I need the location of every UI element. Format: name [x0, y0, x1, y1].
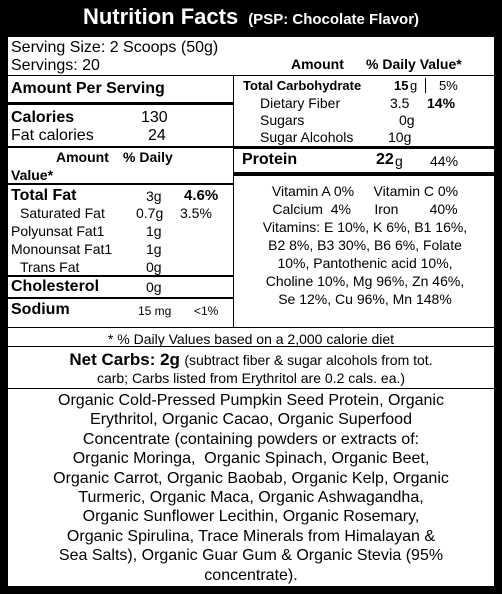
servings-count: Servings: 20 — [11, 57, 100, 74]
fat-calories-label: Fat calories — [11, 127, 94, 144]
vitamin-line: Se 12%, Cu 96%, Mn 148% — [278, 291, 452, 307]
label-title: Nutrition Facts — [82, 4, 239, 29]
saturated-fat-label: Saturated Fat — [20, 205, 105, 221]
daily-col-header: % Daily — [123, 149, 173, 165]
dietary-fiber-dv: 14% — [427, 95, 456, 111]
sugar-alcohols-label: Sugar Alcohols — [260, 129, 354, 145]
net-carbs-line-2: carb; Carbs listed from Erythritol are 0.2 cals. ea.) — [96, 370, 406, 386]
amount-per-serving: Amount Per Serving — [11, 80, 165, 97]
divider — [425, 78, 426, 93]
footnote-box — [7, 327, 495, 347]
ingredients-box — [7, 388, 495, 587]
ingredients-line: Concentrate (containing powders or extracts of: — [82, 430, 420, 448]
divider — [8, 146, 234, 148]
total-fat-dv: 4.6% — [184, 187, 219, 204]
cholesterol-label: Cholesterol — [11, 278, 100, 295]
left-column — [7, 75, 234, 328]
total-carb-dv: 5% — [439, 78, 458, 93]
protein-amount: 22 — [376, 151, 394, 168]
divider — [234, 172, 495, 176]
calories-value: 130 — [141, 109, 168, 126]
cholesterol-amount: 0g — [146, 279, 162, 295]
total-carb-unit: g — [410, 78, 418, 93]
calories-label: Calories — [11, 109, 75, 126]
saturated-fat-amount: 0.7g — [136, 205, 164, 221]
sodium-label: Sodium — [11, 301, 70, 318]
protein-unit: g — [395, 153, 403, 169]
divider — [8, 297, 234, 299]
vitamin-line: 10%, Pantothenic acid 10%, — [277, 255, 453, 271]
right-column — [233, 75, 495, 328]
divider — [8, 102, 234, 105]
dietary-fiber-amount: 3.5 — [390, 95, 410, 111]
sugars-label: Sugars — [260, 112, 305, 128]
label-panel — [7, 36, 495, 587]
sodium-dv: <1% — [194, 304, 219, 318]
divider — [8, 275, 234, 277]
saturated-fat-dv: 3.5% — [180, 205, 212, 221]
total-fat-amount: 3g — [146, 188, 162, 204]
divider — [8, 183, 234, 185]
total-fat-label: Total Fat — [11, 187, 77, 204]
ingredients-text — [8, 391, 494, 585]
sugars-amount: 0g — [399, 112, 415, 128]
net-carbs-line-1 — [8, 350, 494, 370]
trans-fat-label: Trans Fat — [20, 259, 80, 275]
polyunsat-fat-label: Polyunsat Fat1 — [11, 223, 105, 239]
divider — [234, 146, 495, 149]
ingredients-line: Organic Sunflower Lecithin, Organic Rosemary, — [82, 508, 420, 526]
monounsat-fat-amount: 1g — [146, 241, 162, 257]
sodium-amount: 15 mg — [138, 304, 172, 318]
daily-value-footnote: * % Daily Values based on a 2,000 calorie diet — [107, 331, 395, 347]
vitamin-line: Calcium 4% Iron 40% — [272, 201, 458, 217]
total-carb-amount: 15 — [394, 78, 409, 93]
total-carb-label: Total Carbohydrate — [243, 78, 362, 93]
fat-calories-value: 24 — [148, 127, 166, 144]
protein-dv: 44% — [430, 153, 459, 169]
serving-box — [7, 36, 495, 76]
serving-size: Serving Size: 2 Scoops (50g) — [11, 39, 219, 56]
ingredients-line: Turmeric, Organic Maca, Organic Ashwagandha, — [78, 489, 424, 507]
vitamin-line: B2 8%, B3 30%, B6 6%, Folate — [268, 237, 462, 253]
vitamins-block — [234, 182, 495, 308]
ingredients-line: Sea Salts), Organic Guar Gum & Organic Stevia (95% — [58, 547, 444, 565]
ingredients-line: concentrate). — [204, 566, 298, 584]
label-subtitle: (PSP: Chocolate Flavor) — [248, 11, 420, 28]
daily-value-header: % Daily Value* — [366, 56, 462, 72]
sugar-alcohols-amount: 10g — [388, 129, 412, 145]
trans-fat-amount: 0g — [146, 259, 162, 275]
net-carbs-label: Net Carbs: 2g — [69, 350, 180, 369]
protein-label: Protein — [242, 151, 298, 168]
dietary-fiber-label: Dietary Fiber — [260, 95, 341, 111]
label-header — [0, 4, 502, 34]
monounsat-fat-label: Monounsat Fat1 — [11, 241, 113, 257]
vitamin-line: Choline 10%, Mg 96%, Zn 46%, — [265, 273, 465, 289]
amount-col-header: Amount — [56, 149, 109, 165]
vitamin-line: Vitamin A 0% Vitamin C 0% — [271, 183, 459, 199]
ingredients-line: Organic Carrot, Organic Baobab, Organic Kelp, Organic — [53, 469, 449, 487]
ingredients-line: Organic Spirulina, Trace Minerals from Himalayan & — [66, 527, 436, 545]
polyunsat-fat-amount: 1g — [146, 223, 162, 239]
ingredients-line: Erythritol, Organic Cacao, Organic Superfood — [90, 411, 412, 429]
vitamin-line: Vitamins: E 10%, K 6%, B1 16%, — [262, 219, 468, 235]
value-col-header: Value* — [11, 167, 54, 183]
ingredients-line: Organic Cold-Pressed Pumpkin Seed Protein, Organic — [58, 392, 444, 409]
net-carbs-box — [7, 346, 495, 389]
net-carbs-note: (subtract fiber & sugar alcohols from tot. — [184, 352, 433, 368]
amount-header: Amount — [291, 56, 344, 72]
ingredients-line: Organic Moringa, Organic Spinach, Organic Beet, — [72, 450, 430, 468]
